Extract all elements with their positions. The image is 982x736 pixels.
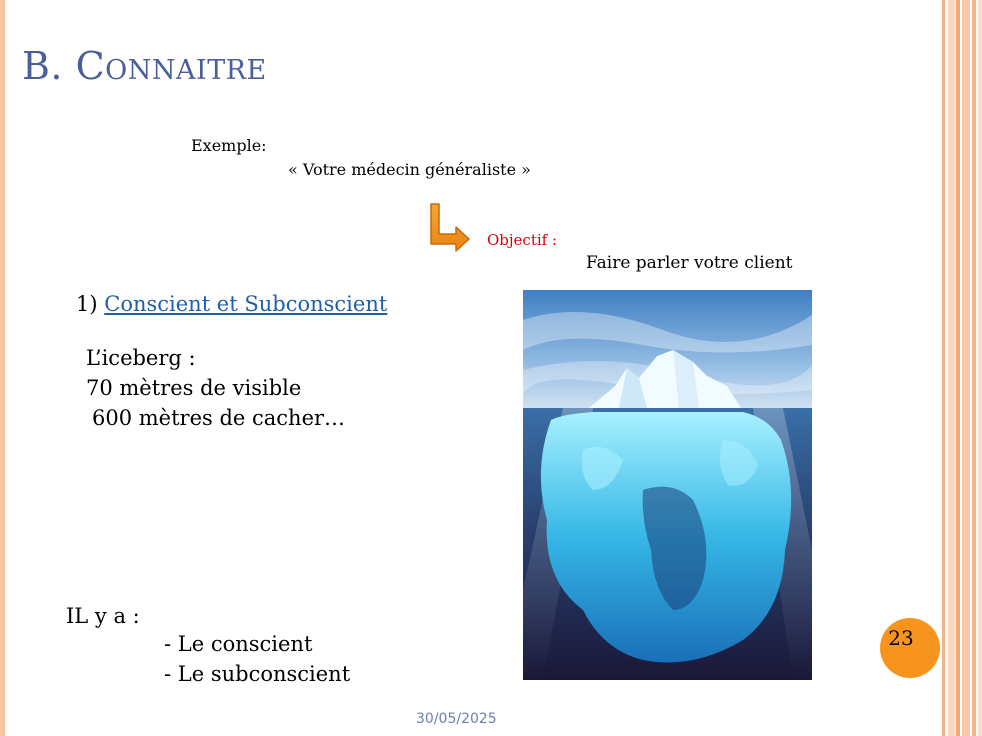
section-link[interactable]: Conscient et Subconscient xyxy=(104,292,388,316)
corner-arrow-icon xyxy=(428,202,472,252)
page-number-badge xyxy=(880,618,940,678)
iceberg-line-visible: 70 mètres de visible xyxy=(86,376,302,400)
left-border-bar xyxy=(0,0,5,736)
il-item-conscient: - Le conscient xyxy=(164,632,313,656)
iceberg-line-title: L’iceberg : xyxy=(86,346,196,370)
example-text: « Votre médecin généraliste » xyxy=(288,160,531,179)
iceberg-image xyxy=(523,290,812,680)
example-label: Exemple: xyxy=(191,136,267,155)
objective-label: Objectif : xyxy=(487,231,558,249)
section-number: 1) xyxy=(76,292,98,316)
iceberg-line-hidden: 600 mètres de cacher… xyxy=(92,406,346,430)
slide-title: B. Connaitre xyxy=(22,44,267,88)
section-heading xyxy=(76,292,387,316)
il-item-subconscient: - Le subconscient xyxy=(164,662,351,686)
right-border-stripes xyxy=(942,0,982,736)
slide-date: 30/05/2025 xyxy=(416,711,497,727)
page-number: 23 xyxy=(888,626,914,650)
il-heading: IL y a : xyxy=(66,604,140,628)
objective-text: Faire parler votre client xyxy=(586,253,793,273)
